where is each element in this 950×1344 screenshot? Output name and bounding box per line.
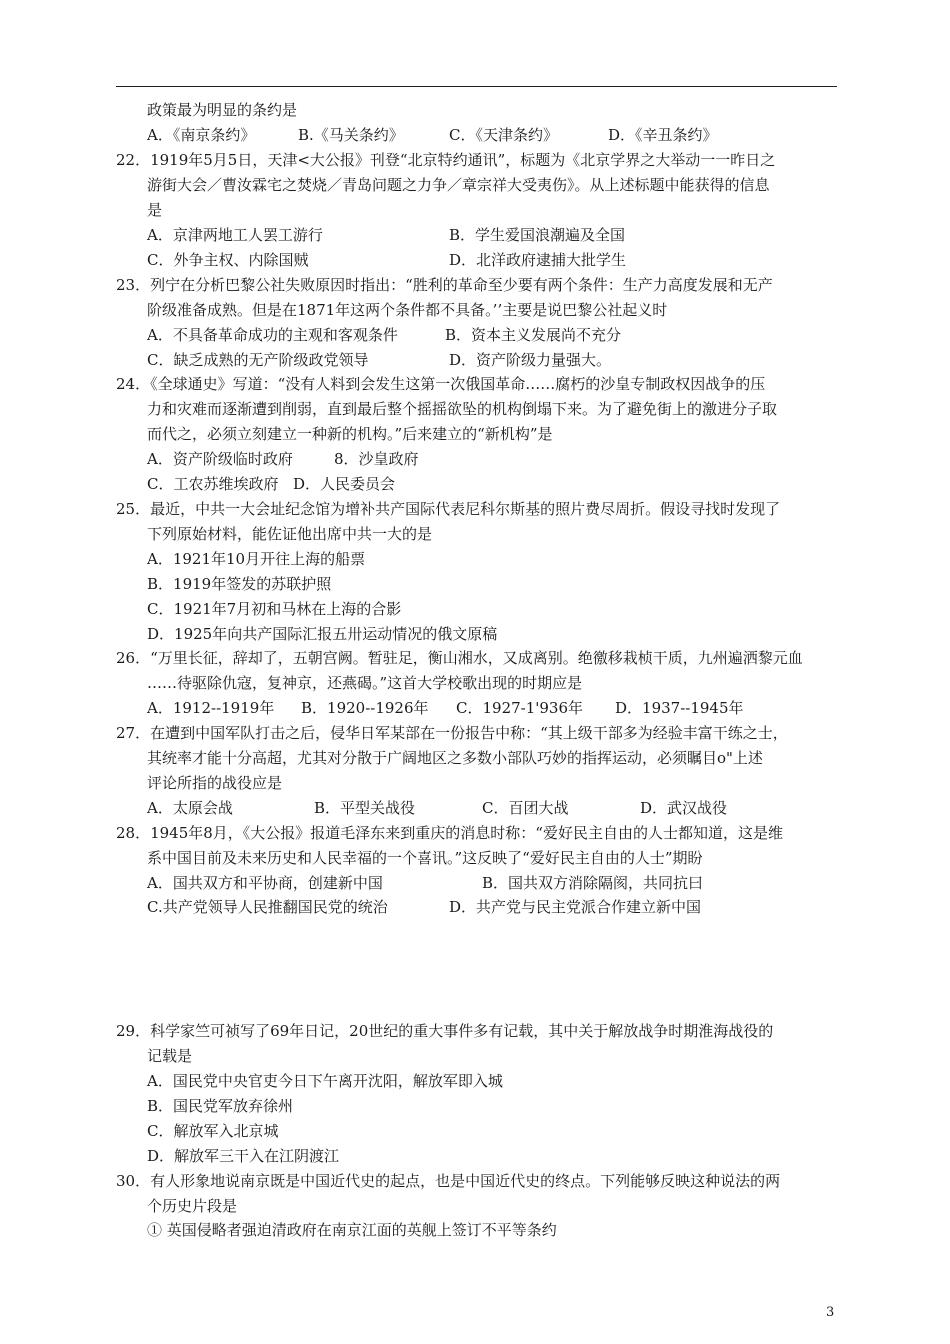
q24-option-b: 8．沙皇政府 (334, 450, 419, 468)
q27-option-c: C．百团大战 (482, 799, 569, 817)
q27-option-d: D．武汉战役 (640, 799, 728, 817)
question-25-line-2: 下列原始材料，能佐证他出席中共一大的是 (147, 525, 433, 543)
q22-option-b: B．学生爱国浪潮遍及全国 (449, 226, 626, 244)
q21-option-b: B.《马关条约》 (298, 126, 404, 144)
question-27-line-2: 其统率才能十分高超，尤其对分散于广阔地区之多数小部队巧妙的指挥运动，必须瞩目o"上述 (147, 749, 763, 767)
q25-option-b: B．1919年签发的苏联护照 (147, 575, 332, 593)
q22-option-d: D．北洋政府逮捕大批学生 (449, 251, 627, 269)
q29-option-b: B．国民党军放弃徐州 (147, 1097, 294, 1115)
q28-option-a: A．国共双方和平协商，创建新中国 (147, 874, 383, 892)
q23-option-d: D．资产阶级力量强大。 (449, 351, 612, 369)
q26-option-c: C．1927-1'936年 (456, 699, 584, 717)
question-29-line-2: 记载是 (147, 1047, 193, 1065)
q25-option-a: A．1921年10月开往上海的船票 (147, 550, 366, 568)
q25-option-d: D．1925年向共产国际汇报五卅运动情况的俄文原稿 (147, 625, 498, 643)
question-25-line-1: 25．最近，中共一大会址纪念馆为增补共产国际代表尼科尔斯基的照片费尽周折。假设寻找时发现了 (116, 500, 781, 518)
q24-option-c: C．工农苏维埃政府 (147, 475, 279, 493)
question-27-line-3: 评论所指的战役应是 (147, 774, 283, 792)
question-21-text: 政策最为明显的条约是 (147, 101, 298, 119)
question-26-line-2: ……待驱除仇寇，复神京，还燕碣。”这首大学校歌出现的时期应是 (147, 674, 583, 692)
header-rule (116, 86, 837, 87)
q28-option-d: D．共产党与民主党派合作建立新中国 (449, 898, 702, 916)
q22-option-c: C．外争主权、内除国贼 (147, 251, 309, 269)
question-24-line-1: 24．《全球通史》写道：“没有人料到会发生这第一次俄国革命……腐朽的沙皇专制政权因战争的压 (116, 375, 766, 393)
q21-option-a: A．《南京条约》 (147, 126, 256, 144)
question-29-line-1: 29．科学家竺可祯写了69年日记，20世纪的重大事件多有记载，其中关于解放战争时期淮海战役的 (116, 1022, 774, 1040)
question-30-line-2: 个历史片段是 (147, 1197, 238, 1215)
page-number: 3 (826, 1305, 835, 1320)
q23-option-a: A．不具备革命成功的主观和客观条件 (147, 326, 398, 344)
q24-option-a: A．资产阶级临时政府 (147, 450, 293, 468)
question-23-line-2: 阶级准备成熟。但是在1871年这两个条件都不具备。’’主要是说巴黎公社起义时 (147, 301, 668, 319)
q29-option-d: D．解放军三干入在江阴渡江 (147, 1147, 340, 1165)
q30-item-1: ① 英国侵略者强迫清政府在南京江面的英舰上签订不平等条约 (147, 1221, 557, 1239)
q27-option-a: A．太原会战 (147, 799, 233, 817)
question-22-line-1: 22．1919年5月5日，天津<大公报》刊登“北京特约通讯”，标题为《北京学界之大举动一一昨日之 (116, 151, 776, 169)
question-28-line-2: 系中国目前及未来历史和人民幸福的一个喜讯。”这反映了“爱好民主自由的人士”期盼 (147, 849, 703, 867)
q28-option-c: C.共产党领导人民推翻国民党的统治 (147, 898, 388, 916)
q26-option-a: A．1912--1919年 (147, 699, 275, 717)
question-23-line-1: 23．列宁在分析巴黎公社失败原因时指出：“胜利的革命至少要有两个条件：生产力高度发展和无产 (116, 276, 773, 294)
q26-option-d: D．1937--1945年 (615, 699, 744, 717)
q21-option-c: C．《天津条约》 (449, 126, 558, 144)
q21-option-d: D．《辛丑条约》 (608, 126, 718, 144)
question-22-line-2: 游街大会／曹汝霖宅之焚烧／青岛问题之力争／章宗祥大受夷伤》。从上述标题中能获得的信息 (147, 176, 770, 194)
q28-option-b: B．国共双方消除隔阂，共同抗曰 (482, 874, 704, 892)
q29-option-a: A．国民党中央官吏今日下午离开沈阳，解放军即入城 (147, 1072, 503, 1090)
question-27-line-1: 27．在遭到中国军队打击之后，侵华日军某部在一份报告中称：“其上级干部多为经验丰富干练之士， (116, 724, 788, 742)
q25-option-c: C．1921年7月初和马林在上海的合影 (147, 600, 402, 618)
question-22-line-3: 是 (147, 201, 163, 219)
question-24-line-2: 力和灾难而逐渐遭到削弱，直到最后整个摇摇欲坠的机构倒塌下来。为了避免街上的激进分子取 (147, 400, 778, 418)
question-30-line-1: 30．有人形象地说南京既是中国近代史的起点，也是中国近代史的终点。下列能够反映这种说法的两 (116, 1172, 781, 1190)
q22-option-a: A．京津两地工人罢工游行 (147, 226, 323, 244)
q24-option-d: D．人民委员会 (293, 475, 396, 493)
question-28-line-1: 28．1945年8月，《大公报》报道毛泽东来到重庆的消息时称：“爱好民主自由的人士都知道，这是维 (116, 824, 783, 842)
q23-option-c: C．缺乏成熟的无产阶级政党领导 (147, 351, 369, 369)
q26-option-b: B．1920--1926年 (301, 699, 429, 717)
question-24-line-3: 而代之，必须立刻建立一种新的机构。”后来建立的“新机构”是 (147, 425, 553, 443)
q29-option-c: C．解放军入北京城 (147, 1122, 279, 1140)
q27-option-b: B．平型关战役 (314, 799, 416, 817)
q23-option-b: B．资本主义发展尚不充分 (445, 326, 622, 344)
question-26-line-1: 26．“万里长征，辞却了，五朝宫阙。暂驻足，衡山湘水，又成离别。绝徼移栽桢干质，九州遍洒黎元血 (116, 649, 803, 667)
